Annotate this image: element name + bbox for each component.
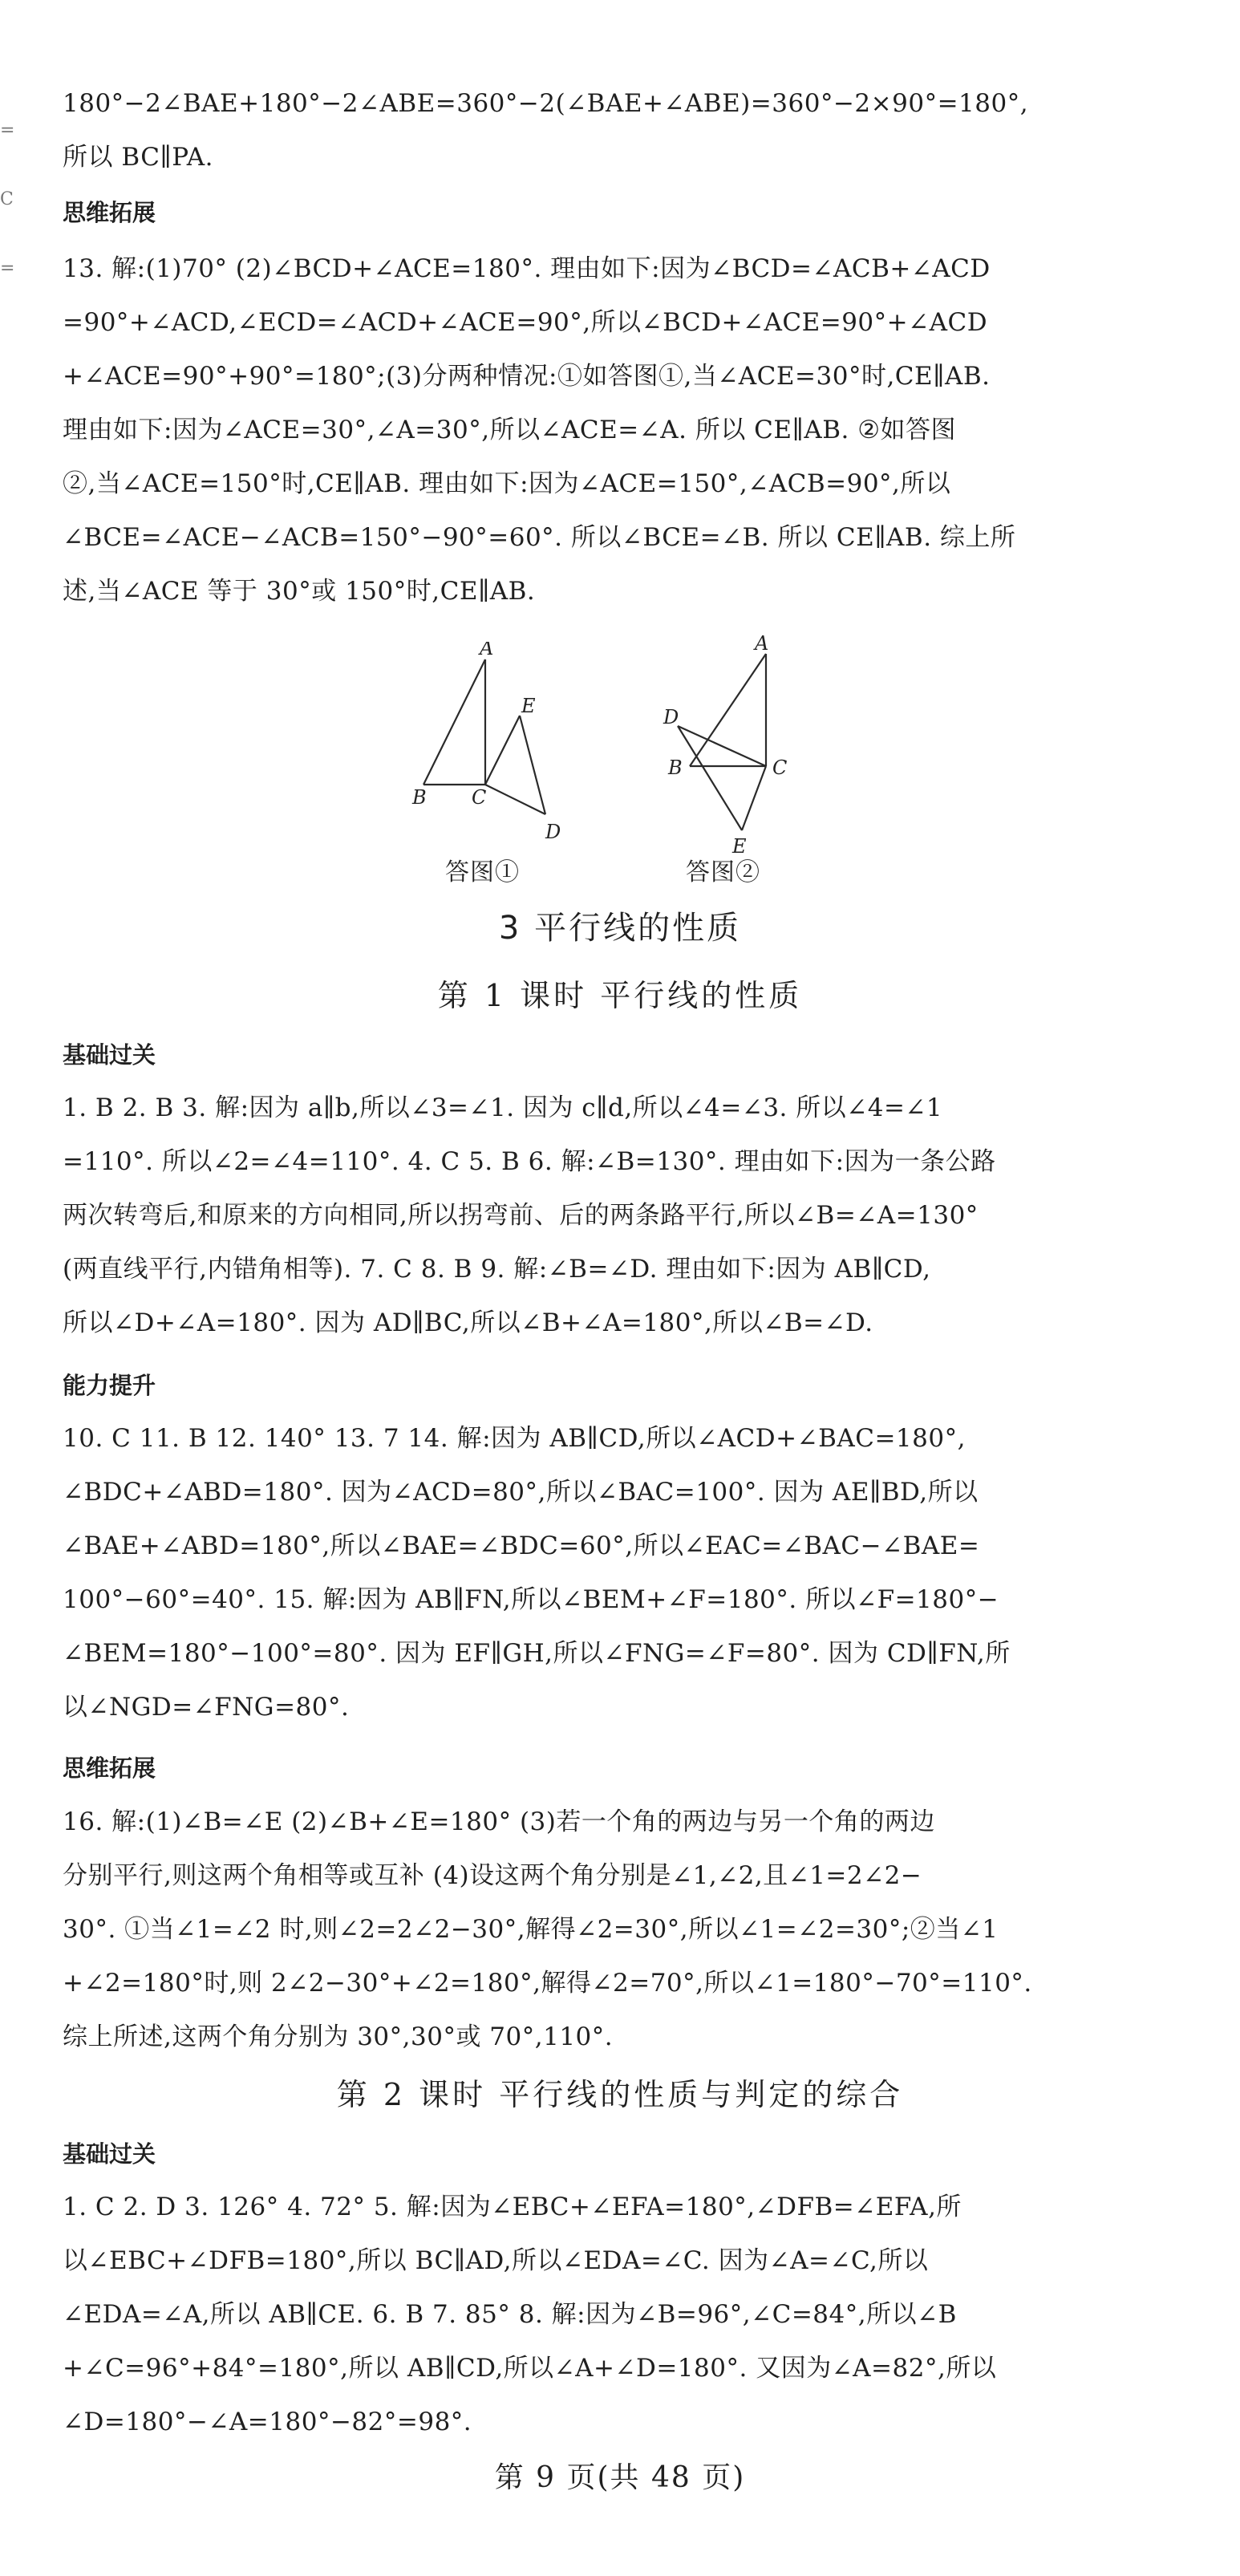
text-line: 理由如下:因为∠ACE=30°,∠A=30°,所以∠ACE=∠A. 所以 CE∥AB. ②如答图 — [63, 416, 957, 444]
vertex-label: E — [521, 695, 536, 717]
text-line: 16. 解:(1)∠B=∠E (2)∠B+∠E=180° (3)若一个角的两边与另一个角的两边 — [63, 1807, 935, 1836]
section-heading-thinking-extension: 思维拓展 — [63, 1755, 156, 1782]
text-line: 所以∠D+∠A=180°. 因为 AD∥BC,所以∠B+∠A=180°,所以∠B=∠D. — [63, 1308, 873, 1337]
basics1-paragraph — [63, 1081, 1185, 1350]
text-line: ∠BDC+∠ABD=180°. 因为∠ACD=80°,所以∠BAC=100°. 因为 AE∥BD,所以 — [63, 1478, 979, 1507]
text-line: +∠ACE=90°+90°=180°;(3)分两种情况:①如答图①,当∠ACE=30°时,CE∥AB. — [63, 362, 991, 391]
vertex-label: C — [472, 786, 487, 809]
text-line: +∠2=180°时,则 2∠2−30°+∠2=180°,解得∠2=70°,所以∠1=180°−70°=110°. — [63, 1969, 1032, 1998]
text-line: ∠BAE+∠ABD=180°,所以∠BAE=∠BDC=60°,所以∠EAC=∠BAC−∠BAE= — [63, 1531, 980, 1560]
q16-paragraph — [63, 1795, 1185, 2064]
text-line: 100°−60°=40°. 15. 解:因为 AB∥FN,所以∠BEM+∠F=180°. 所以∠F=180°− — [63, 1585, 999, 1614]
figure-caption-2: 答图② — [686, 858, 760, 886]
text-line: 以∠EBC+∠DFB=180°,所以 BC∥AD,所以∠EDA=∠C. 因为∠A=∠C,所以 — [63, 2246, 929, 2275]
vertex-label: D — [545, 821, 561, 843]
text-line: ∠D=180°−∠A=180°−82°=98°. — [63, 2408, 472, 2436]
section-title: 3 平行线的性质 — [498, 910, 742, 947]
ability-paragraph — [63, 1412, 1185, 1734]
basics2-paragraph — [63, 2180, 1185, 2449]
answer-figure-2 — [662, 626, 822, 858]
page-footer: 第 9 页(共 48 页) — [494, 2461, 746, 2494]
section-heading-ability: 能力提升 — [63, 1372, 156, 1399]
text-line: (两直线平行,内错角相等). 7. C 8. B 9. 解:∠B=∠D. 理由如下:因为 AB∥CD, — [63, 1255, 931, 1284]
margin-mark: C — [0, 189, 14, 209]
section-heading-basics: 基础过关 — [63, 2140, 156, 2168]
text-line: 以∠NGD=∠FNG=80°. — [63, 1693, 350, 1722]
text-line: ②,当∠ACE=150°时,CE∥AB. 理由如下:因为∠ACE=150°,∠ACB=90°,所以 — [63, 469, 951, 498]
answer-figure-1 — [401, 642, 594, 858]
text-line: 180°−2∠BAE+180°−2∠ABE=360°−2(∠BAE+∠ABE)=360°−2×90°=180°, — [63, 89, 1029, 118]
lesson-title-2: 第 2 课时 平行线的性质与判定的综合 — [336, 2077, 904, 2112]
vertex-label: D — [663, 706, 679, 728]
vertex-label: A — [755, 632, 769, 655]
vertex-label: A — [480, 642, 494, 659]
text-line: ∠EDA=∠A,所以 AB∥CE. 6. B 7. 85° 8. 解:因为∠B=96°,∠C=84°,所以∠B — [63, 2300, 957, 2329]
text-line: +∠C=96°+84°=180°,所以 AB∥CD,所以∠A+∠D=180°. 又因为∠A=82°,所以 — [63, 2354, 997, 2383]
text-line: =110°. 所以∠2=∠4=110°. 4. C 5. B 6. 解:∠B=130°. 理由如下:因为一条公路 — [63, 1147, 996, 1176]
text-line: 13. 解:(1)70° (2)∠BCD+∠ACE=180°. 理由如下:因为∠BCD=∠ACB+∠ACD — [63, 254, 991, 283]
text-line: 10. C 11. B 12. 140° 13. 7 14. 解:因为 AB∥CD,所以∠ACD+∠BAC=180°, — [63, 1424, 966, 1453]
text-line: 综上所述,这两个角分别为 30°,30°或 70°,110°. — [63, 2022, 614, 2051]
q13-paragraph — [63, 242, 1185, 619]
text-line: ∠BCE=∠ACE−∠ACB=150°−90°=60°. 所以∠BCE=∠B. 所以 CE∥AB. 综上所 — [63, 523, 1016, 552]
section-heading-thinking-extension: 思维拓展 — [63, 199, 156, 226]
lesson-title-1: 第 1 课时 平行线的性质 — [437, 978, 803, 1013]
triangle-diagram-2 — [662, 626, 822, 858]
vertex-label: B — [668, 757, 683, 779]
vertex-label: C — [772, 757, 788, 779]
text-line: 分别平行,则这两个角相等或互补 (4)设这两个角分别是∠1,∠2,且∠1=2∠2− — [63, 1861, 922, 1890]
margin-mark: = — [0, 258, 15, 278]
text-line: 1. C 2. D 3. 126° 4. 72° 5. 解:因为∠EBC+∠EFA=180°,∠DFB=∠EFA,所 — [63, 2193, 962, 2221]
margin-mark: = — [0, 120, 15, 140]
continuation-paragraph — [63, 77, 1185, 185]
vertex-label: E — [732, 835, 747, 858]
figure-caption-1: 答图① — [445, 858, 520, 886]
vertex-label: B — [412, 786, 427, 809]
text-line: ∠BEM=180°−100°=80°. 因为 EF∥GH,所以∠FNG=∠F=80°. 因为 CD∥FN,所 — [63, 1639, 1011, 1668]
text-line: 1. B 2. B 3. 解:因为 a∥b,所以∠3=∠1. 因为 c∥d,所以∠4=∠3. 所以∠4=∠1 — [63, 1093, 943, 1122]
text-line: 30°. ①当∠1=∠2 时,则∠2=2∠2−30°,解得∠2=30°,所以∠1=∠2=30°;②当∠1 — [63, 1915, 999, 1944]
text-line: 述,当∠ACE 等于 30°或 150°时,CE∥AB. — [63, 577, 536, 606]
triangle-diagram-1 — [401, 642, 594, 858]
text-line: 所以 BC∥PA. — [63, 143, 214, 172]
text-line: 两次转弯后,和原来的方向相同,所以拐弯前、后的两条路平行,所以∠B=∠A=130° — [63, 1201, 979, 1230]
section-heading-basics: 基础过关 — [63, 1041, 156, 1069]
text-line: =90°+∠ACD,∠ECD=∠ACD+∠ACE=90°,所以∠BCD+∠ACE=90°+∠ACD — [63, 308, 988, 337]
